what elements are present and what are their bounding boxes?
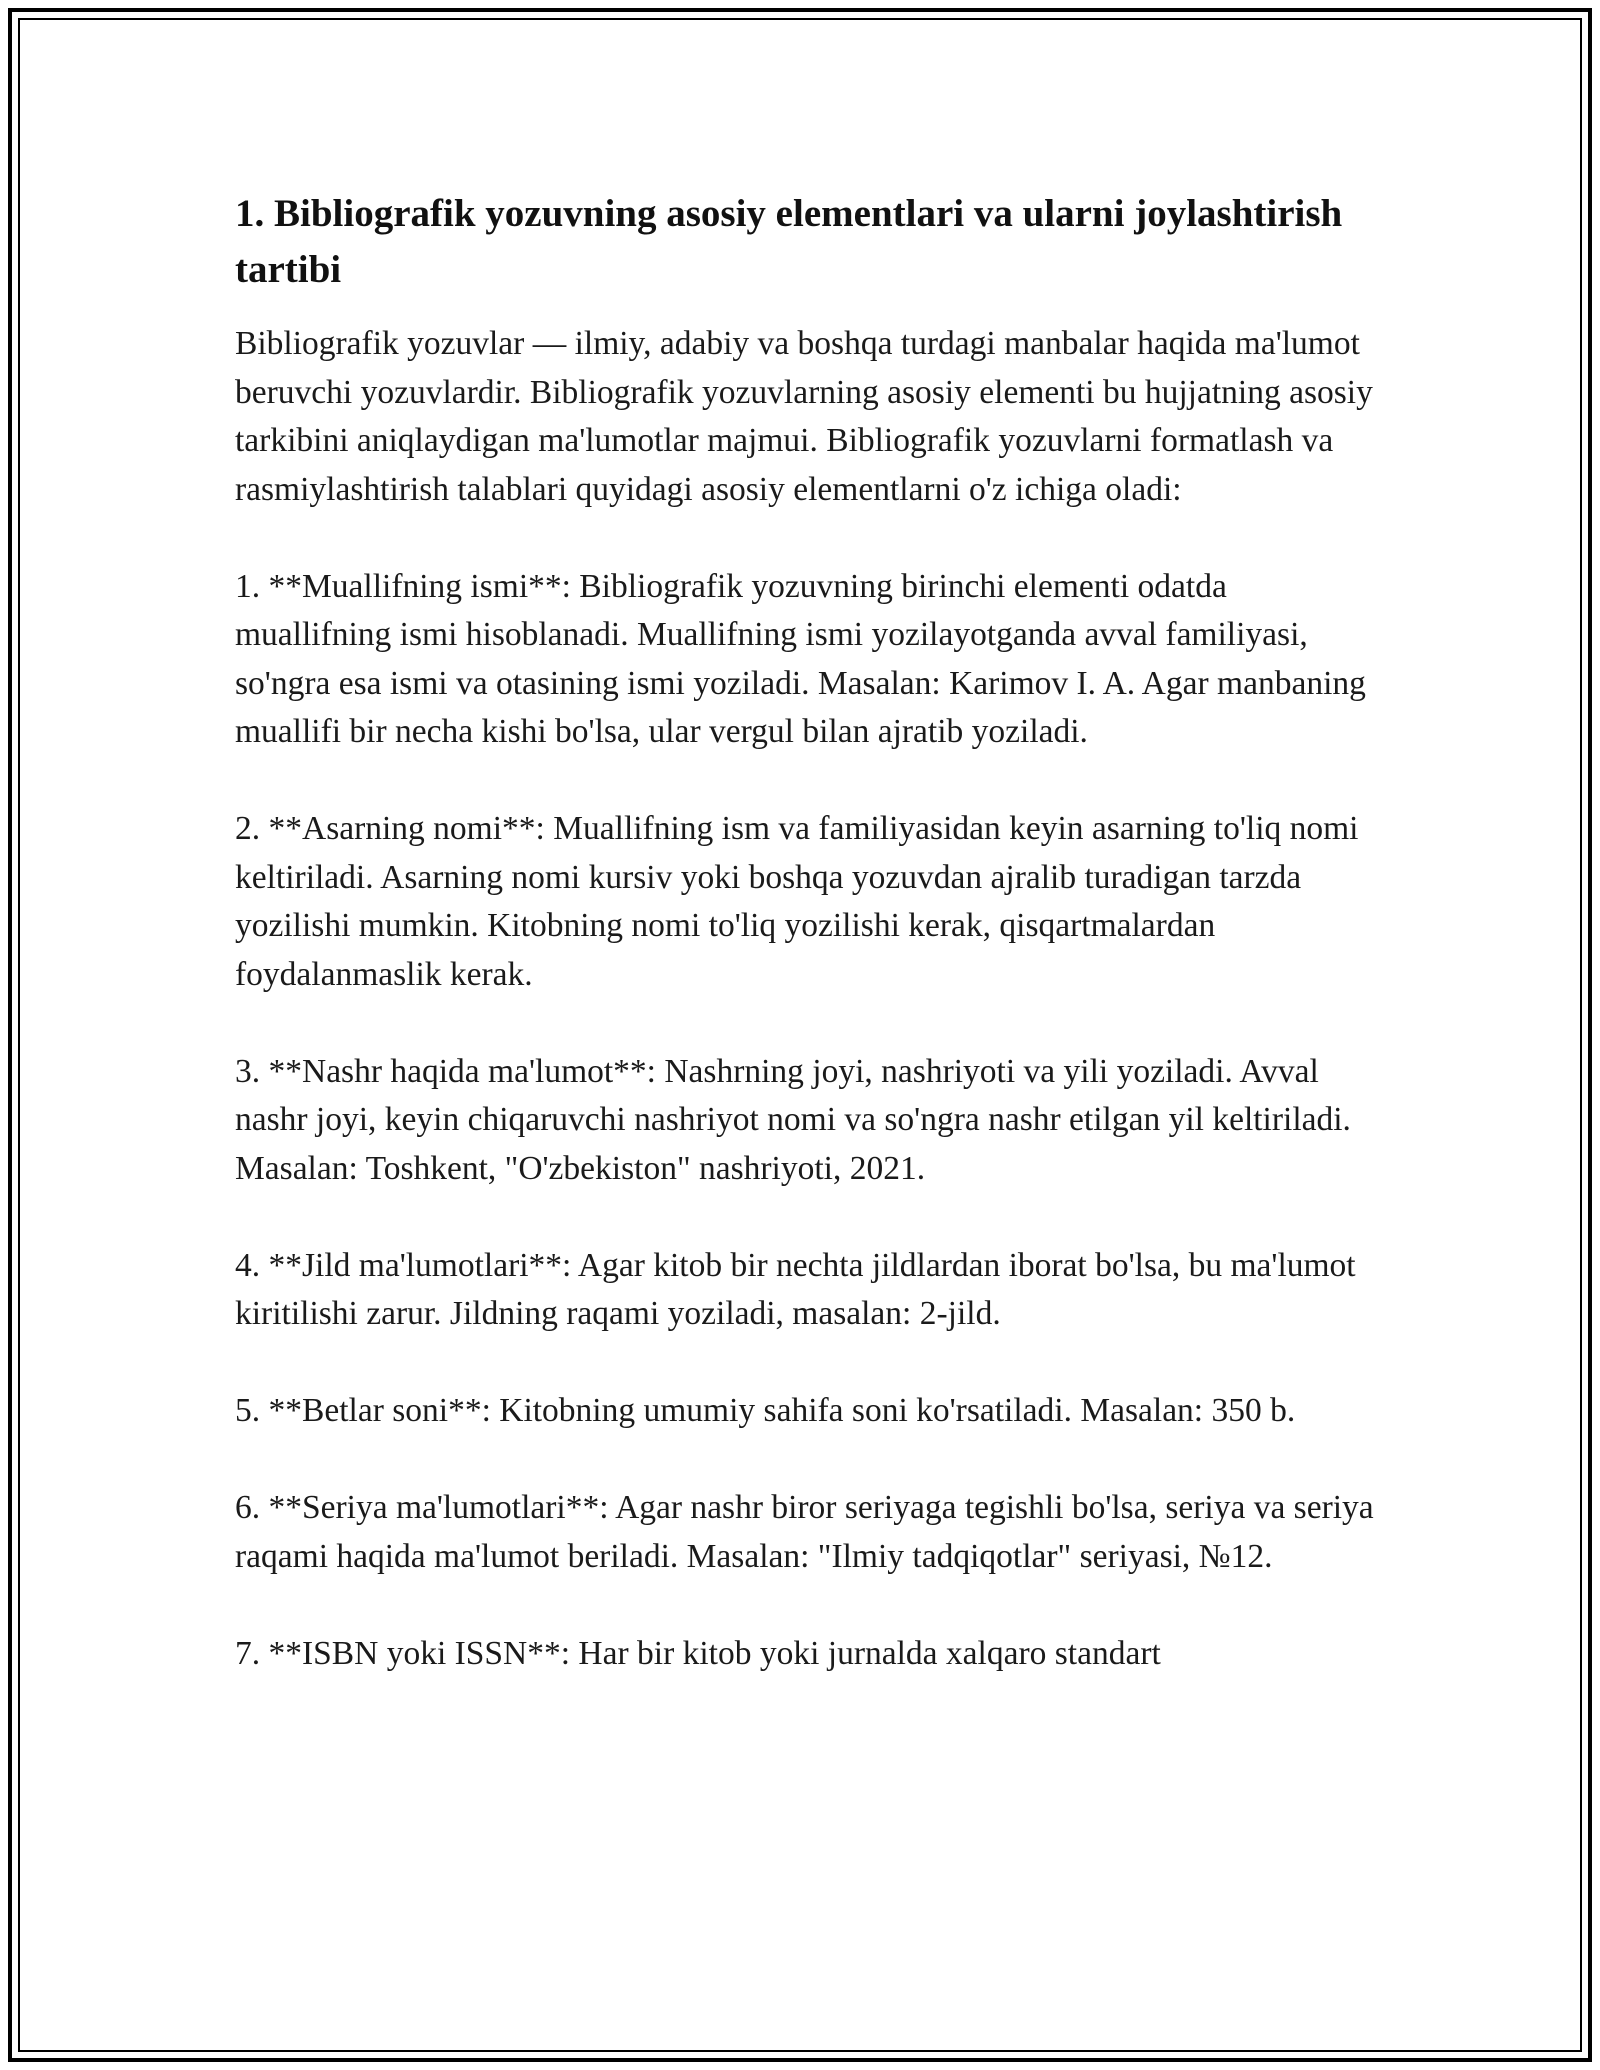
- intro-paragraph: Bibliografik yozuvlar — ilmiy, adabiy va boshqa turdagi manbalar haqida ma'lumot beruvchi yozuvlardir. Bibliografik yozuvlarning asosiy elementi bu hujjatning asosiy tarkibini aniqlaydigan ma'lumotlar majmui. Bibliografik yozuvlarni formatlash va rasmiylashtirish talablari quyidagi asosiy elementlarni o'z ichiga oladi:: [235, 325, 1373, 508]
- section-heading: 1. Bibliografik yozuvning asosiy elementlari va ularni joylashtirish tartibi: [235, 192, 1343, 291]
- list-item-work-title: 2. **Asarning nomi**: Muallifning ism va familiyasidan keyin asarning to'liq nomi keltiriladi. Asarning nomi kursiv yoki boshqa yozuvdan ajralib turadigan tarzda yozilishi mumkin. Kitobning nomi to'liq yozilishi kerak, qisqartmalardan foydalanmaslik kerak.: [235, 810, 1359, 993]
- list-item-author-name: 1. **Muallifning ismi**: Bibliografik yozuvning birinchi elementi odatda muallifning ismi hisoblanadi. Muallifning ismi yozilayotganda avval familiyasi, so'ngra esa ismi va otasining ismi yoziladi. Masalan: Karimov I. A. Agar manbaning muallifi bir necha kishi bo'lsa, ular vergul bilan ajratib yoziladi.: [235, 567, 1366, 750]
- list-item-isbn-issn: 7. **ISBN yoki ISSN**: Har bir kitob yoki jurnalda xalqaro standart: [235, 1634, 1161, 1672]
- document-body: [235, 186, 1375, 1678]
- list-item-page-count: 5. **Betlar soni**: Kitobning umumiy sahifa soni ko'rsatiladi. Masalan: 350 b.: [235, 1392, 1296, 1429]
- list-item-publication-info: 3. **Nashr haqida ma'lumot**: Nashrning joyi, nashriyoti va yili yoziladi. Avval nashr joyi, keyin chiqaruvchi nashriyot nomi va so'ngra nashr etilgan yil keltiriladi. Masalan: Toshkent, "O'zbekiston" nashriyoti, 2021.: [235, 1052, 1351, 1187]
- list-item-volume-info: 4. **Jild ma'lumotlari**: Agar kitob bir nechta jildlardan iborat bo'lsa, bu ma'lumot kiritilishi zarur. Jildning raqami yoziladi, masalan: 2-jild.: [235, 1246, 1356, 1332]
- list-item-series-info: 6. **Seriya ma'lumotlari**: Agar nashr biror seriyaga tegishli bo'lsa, seriya va seriya raqami haqida ma'lumot beriladi. Masalan: "Ilmiy tadqiqotlar" seriyasi, №12.: [235, 1489, 1374, 1575]
